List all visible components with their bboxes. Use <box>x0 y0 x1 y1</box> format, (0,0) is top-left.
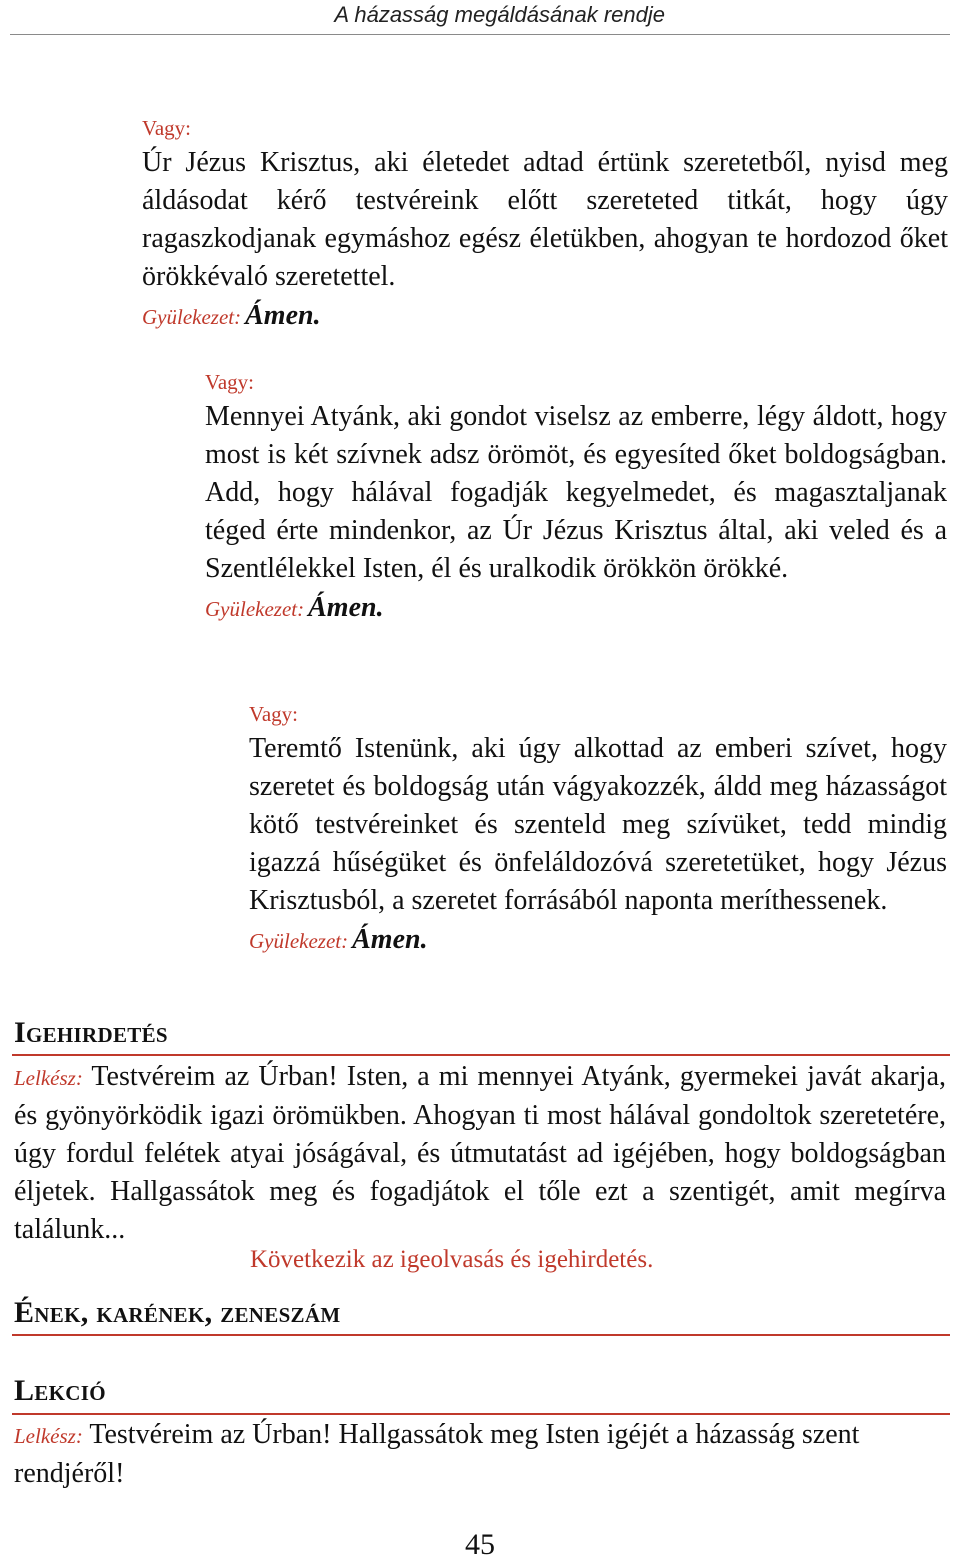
section-title-lekcio: Lekció <box>14 1374 106 1407</box>
speaker-label: Lelkész: <box>14 1424 83 1448</box>
prayer-2-response <box>205 588 947 632</box>
prayer-3-label: Vagy: <box>249 702 298 726</box>
amen-response: Ámen. <box>308 592 384 623</box>
prayer-1-text: Úr Jézus Krisztus, aki életedet adtad értünk szeretetből, nyisd meg áldásodat kérő testvéreink előtt szereteted titkát, hogy úgy ragaszkodjanak egymáshoz egész életükben, ahogyan te hordozod őket örökkévaló szeretettel. <box>142 147 948 292</box>
prayer-1-label: Vagy: <box>142 116 191 140</box>
igehirdetes-content: Testvéreim az Úrban! Isten, a mi mennyei Atyánk, gyermekei javát akarja, és gyönyörködik igazi örömükben. Ahogyan ti most hálával gondoltok szeretetére, úgy fordul felétek atyai jóságával, és útmutatást ad igéjében, hogy boldogságban éljetek. Hallgassátok meg és fogadjátok el tőle ezt a szentigét, amit megírva találunk... <box>14 1061 946 1245</box>
section-divider <box>12 1054 950 1056</box>
prayer-1-response <box>142 296 948 340</box>
lekcio-body <box>14 1416 946 1493</box>
igehirdetes-text <box>14 1058 946 1249</box>
prayer-2 <box>205 368 947 632</box>
section-title-igehirdetes: Igehirdetés <box>14 1016 168 1049</box>
prayer-2-label: Vagy: <box>205 370 254 394</box>
section-divider <box>12 1334 950 1336</box>
speaker-label: Lelkész: <box>14 1066 83 1090</box>
prayer-3 <box>249 700 947 964</box>
amen-response: Ámen. <box>352 924 428 955</box>
prayer-1 <box>142 114 948 340</box>
prayer-3-response <box>249 920 947 964</box>
section-title-enek: Ének, karének, zeneszám <box>14 1296 341 1329</box>
header-divider <box>10 34 950 35</box>
lekcio-content: Testvéreim az Úrban! Hallgassátok meg Isten igéjét a házasság szent rendjéről! <box>14 1419 860 1489</box>
prayer-3-text: Teremtő Istenünk, aki úgy alkottad az emberi szívet, hogy szeretet és boldogság után vágyakozzék, áldd meg házasságot kötő testvéreinket és szenteld meg szívüket, tedd mindig igazzá hűségüket és önfeláldozóvá szeretetüket, hogy Jézus Krisztusból, a szeretet forrásából naponta meríthessenek. <box>249 733 947 916</box>
running-title: A házasság megáldásának rendje <box>334 2 665 27</box>
section-divider <box>12 1413 950 1415</box>
congregation-label: Gyülekezet: <box>205 597 305 621</box>
congregation-label: Gyülekezet: <box>249 929 349 953</box>
amen-response: Ámen. <box>245 300 321 331</box>
page-header <box>0 0 960 36</box>
lekcio-text <box>14 1416 946 1493</box>
page-number: 45 <box>465 1528 495 1561</box>
prayer-2-text: Mennyei Atyánk, aki gondot viselsz az emberre, légy áldott, hogy most is két szívnek adsz örömöt, és egyesíted őket boldogságban. Add, hogy hálával fogadják kegyelmedet, és magasztaljanak téged érte mindenkor, az Úr Jézus Krisztus által, aki veled és a Szentlélekkel Isten, él és uralkodik örökkön örökké. <box>205 401 947 584</box>
igehirdetes-body <box>14 1058 946 1249</box>
congregation-label: Gyülekezet: <box>142 305 242 329</box>
rubric-note: Következik az igeolvasás és igehirdetés. <box>250 1246 654 1273</box>
